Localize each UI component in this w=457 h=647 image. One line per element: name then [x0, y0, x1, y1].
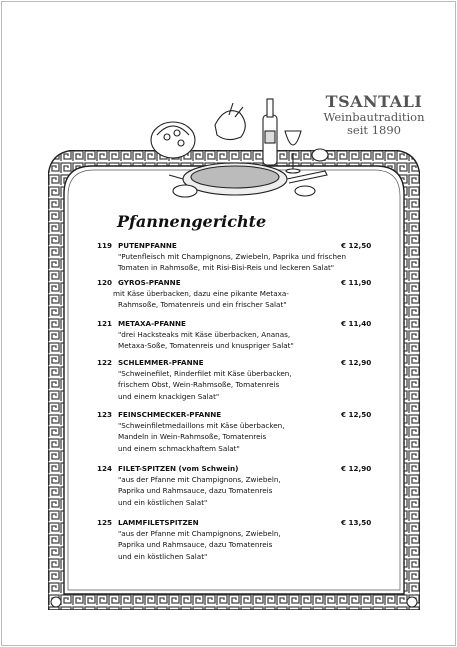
description-line: Metaxa-Soße, Tomatenreis und knuspriger Salat"	[118, 341, 294, 351]
dish-description	[118, 251, 358, 274]
description-line: "aus der Pfanne mit Champignons, Zwiebeln,	[118, 475, 281, 484]
dish-number: 124	[97, 464, 113, 473]
description-line: Rahmsoße, Tomatenreis und ein frischer Salat"	[118, 300, 287, 310]
description-line: Paprika und Rahmsauce, dazu Tomatenreis	[118, 486, 273, 496]
dish-description	[118, 474, 358, 508]
dish-name: GYROS-PFANNE	[118, 278, 181, 287]
sponsor-brand: TSANTALI	[325, 92, 423, 111]
dish-name: SCHLEMMER-PFANNE	[118, 358, 204, 367]
description-line: "Schweinfiletmedaillons mit Käse überbacken,	[118, 421, 285, 430]
dish-price: € 12,90	[341, 464, 372, 473]
dish-name: METAXA-PFANNE	[118, 319, 186, 328]
description-line: "Schweinefilet, Rinderfilet mit Käse überbacken,	[118, 369, 292, 378]
description-line: "Putenfleisch mit Champignons, Zwiebeln, Paprika und frischen	[118, 252, 347, 261]
sponsor-since: seit 1890	[347, 123, 401, 137]
dish-number: 120	[97, 278, 113, 287]
dish-name: FILET-SPITZEN (vom Schwein)	[118, 464, 239, 473]
description-line: Paprika und Rahmsauce, dazu Tomatenreis	[118, 540, 273, 550]
dish-price: € 12,50	[341, 410, 372, 419]
description-line: "drei Hacksteaks mit Käse überbacken, Ananas,	[118, 330, 291, 339]
food-illustration	[145, 95, 335, 205]
dish-price: € 11,90	[341, 278, 372, 287]
dish-description	[118, 420, 358, 454]
dish-description	[113, 288, 358, 311]
dish-price: € 11,40	[341, 319, 372, 328]
description-line: Tomaten in Rahmsoße, mit Risi-Bisi-Reis und leckeren Salat"	[118, 263, 335, 273]
dish-price: € 12,50	[341, 241, 372, 250]
description-line: und einem knackigen Salat"	[118, 391, 220, 401]
dish-name: FEINSCHMECKER-PFANNE	[118, 410, 222, 419]
dish-description	[118, 528, 358, 562]
dish-number: 122	[97, 358, 113, 367]
dish-description	[118, 368, 358, 402]
dish-number: 119	[97, 241, 113, 250]
description-line: und ein köstlichen Salat"	[118, 551, 208, 561]
dish-number: 125	[97, 518, 113, 527]
description-line: Mandeln in Wein-Rahmsoße, Tomatenreis	[118, 432, 267, 442]
description-line: und einem schmackhaftem Salat"	[118, 443, 240, 453]
dish-price: € 12,90	[341, 358, 372, 367]
dish-description	[118, 329, 358, 352]
description-line: frischem Obst, Wein-Rahmsoße, Tomatenreis	[118, 380, 280, 390]
dish-number: 121	[97, 319, 113, 328]
description-line: "aus der Pfanne mit Champignons, Zwiebeln,	[118, 529, 281, 538]
dish-name: LAMMFILETSPITZEN	[118, 518, 199, 527]
description-line: mit Käse überbacken, dazu eine pikante Metaxa-	[113, 289, 289, 298]
sponsor-tagline: Weinbautradition	[323, 110, 425, 124]
dish-name: PUTENPFANNE	[118, 241, 177, 250]
dish-number: 123	[97, 410, 113, 419]
dish-price: € 13,50	[341, 518, 372, 527]
section-title: Pfannengerichte	[117, 212, 267, 231]
description-line: und ein köstlichen Salat"	[118, 497, 208, 507]
